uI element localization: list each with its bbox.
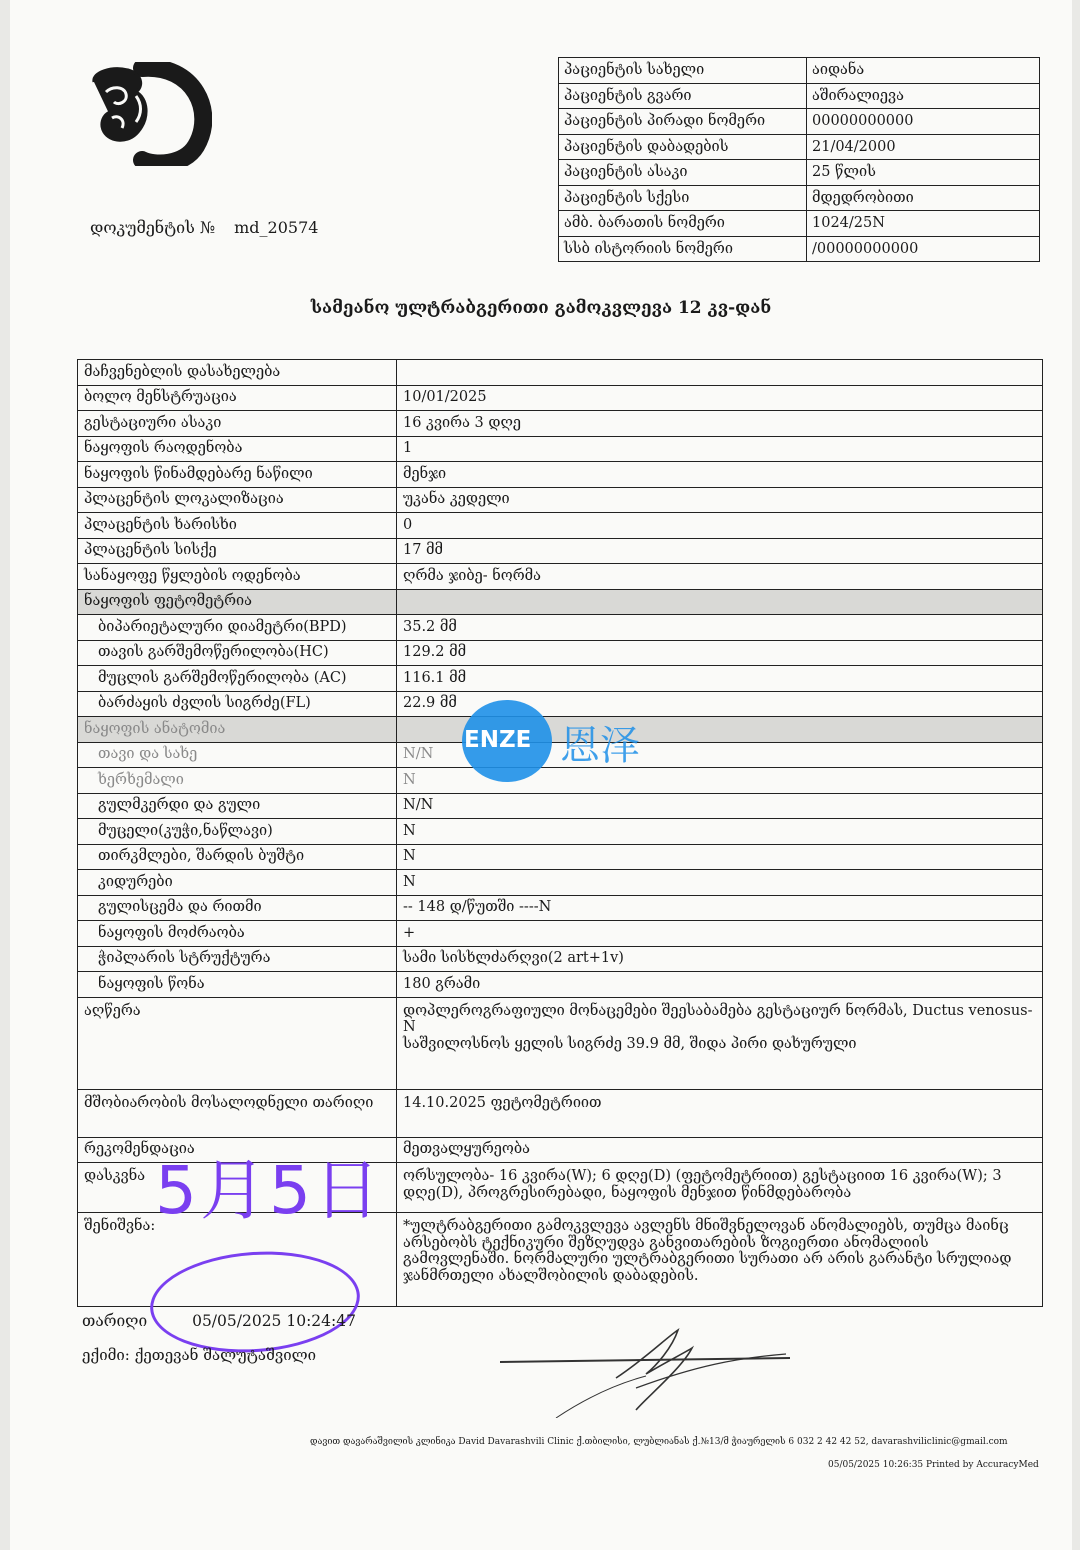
exam-label: ბარძაყის ძვლის სიგრძე(FL) — [78, 691, 397, 717]
exam-row-fetal-movement — [78, 921, 1043, 947]
doctor-signature — [496, 1318, 796, 1418]
watermark-chinese: 恩泽 — [560, 723, 640, 769]
exam-row-placenta-thickness — [78, 538, 1043, 564]
exam-label: აღწერა — [78, 997, 397, 1089]
exam-value: 129.2 მმ — [397, 640, 1043, 666]
exam-label: მშობიარობის მოსალოდნელი თარიღი — [78, 1089, 397, 1137]
patient-info-label: ამბ. ბარათის ნომერი — [559, 211, 807, 237]
exam-value: 116.1 მმ — [397, 666, 1043, 692]
document-number-label: დოკუმენტის № — [90, 218, 216, 237]
exam-row-description — [78, 997, 1043, 1089]
exam-row-fetus-count — [78, 436, 1043, 462]
exam-value: 17 მმ — [397, 538, 1043, 564]
exam-label: გესტაციური ასაკი — [78, 411, 397, 437]
exam-row-placenta-grade — [78, 513, 1043, 539]
exam-label: პლაცენტის ლოკალიზაცია — [78, 487, 397, 513]
exam-value: 10/01/2025 — [397, 385, 1043, 411]
patient-info-label: პაციენტის სახელი — [559, 58, 807, 84]
exam-row-heart-rate — [78, 895, 1043, 921]
exam-value — [397, 589, 1043, 615]
exam-label: თავი და სახე — [78, 742, 397, 768]
patient-info-value: 1024/25N — [807, 211, 1040, 237]
exam-row-gestational-age — [78, 411, 1043, 437]
description-line: საშვილოსნოს ყელის სიგრძე 39.9 მმ, შიდა პირი დახურული — [403, 1035, 857, 1052]
exam-value: 22.9 მმ — [397, 691, 1043, 717]
exam-label: მუცელი(კუჭი,ნაწლავი) — [78, 819, 397, 845]
patient-info-label: პაციენტის დაბადების — [559, 134, 807, 160]
exam-value: მენჯი — [397, 462, 1043, 488]
exam-row-presenting-part — [78, 462, 1043, 488]
exam-label: პლაცენტის ხარისხი — [78, 513, 397, 539]
patient-info-row — [559, 58, 1040, 84]
exam-value: -- 148 დ/წუთში ----N — [397, 895, 1043, 921]
date-value: 05/05/2025 10:24:47 — [192, 1312, 356, 1330]
exam-value: 16 კვირა 3 დღე — [397, 411, 1043, 437]
patient-info-row — [559, 236, 1040, 262]
exam-row-cord-structure — [78, 946, 1043, 972]
exam-row-indicator-name — [78, 360, 1043, 386]
exam-value: 14.10.2025 ფეტომეტრიით — [397, 1089, 1043, 1137]
handwritten-annotation: 5月5日 — [155, 1152, 383, 1229]
patient-info-value: აიდანა — [807, 58, 1040, 84]
exam-label: გულმკერდი და გული — [78, 793, 397, 819]
enze-watermark — [462, 700, 682, 782]
patient-info-value: 21/04/2000 — [807, 134, 1040, 160]
footer-printed: 05/05/2025 10:26:35 Printed by AccuracyMed — [828, 1460, 1039, 1470]
exam-value — [397, 997, 1043, 1089]
exam-value: *ულტრაბგერითი გამოკვლევა ავლენს მნიშვნელოვან ანომალიებს, თუმცა მაინც არსებობს ტექნიკური შეზღუდვა განვითარების ზოგიერთი ანომალიის გამოვლენაში. ნორმალური ულტრაბგერითი სურათი არ არის გარანტი სრულიად ჯანმრთელი ახალშობილის დაბადების. — [397, 1213, 1043, 1307]
exam-label: რეკომენდაცია — [78, 1137, 397, 1163]
patient-info-row — [559, 109, 1040, 135]
patient-info-label: პაციენტის პირადი ნომერი — [559, 109, 807, 135]
patient-info-table — [558, 57, 1040, 262]
clinic-logo — [84, 62, 212, 166]
patient-info-label: პაციენტის სქესი — [559, 185, 807, 211]
exam-label: სანაყოფე წყლების ოდენობა — [78, 564, 397, 590]
patient-info-value: აშირალიევა — [807, 83, 1040, 109]
exam-label: ნაყოფის რაოდენობა — [78, 436, 397, 462]
exam-value: 180 გრამი — [397, 972, 1043, 998]
exam-label: ნაყოფის ანატომია — [78, 717, 397, 743]
exam-value: 1 — [397, 436, 1043, 462]
patient-info-row — [559, 134, 1040, 160]
exam-value: 35.2 მმ — [397, 615, 1043, 641]
exam-row-last-menstruation — [78, 385, 1043, 411]
exam-value: მეთვალყურეობა — [397, 1137, 1043, 1163]
exam-label: პლაცენტის სისქე — [78, 538, 397, 564]
exam-label: მუცლის გარშემოწერილობა (AC) — [78, 666, 397, 692]
exam-row-bpd — [78, 615, 1043, 641]
exam-label: ჭიპლარის სტრუქტურა — [78, 946, 397, 972]
exam-value: + — [397, 921, 1043, 947]
exam-value: N — [397, 768, 1043, 794]
document-number — [90, 218, 318, 237]
report-date — [82, 1312, 356, 1330]
exam-row-fetal-weight — [78, 972, 1043, 998]
doctor-name: ქეთევან შალუტაშვილი — [134, 1346, 317, 1364]
patient-info-value: მდედრობითი — [807, 185, 1040, 211]
exam-label: ნაყოფის წინამდებარე ნაწილი — [78, 462, 397, 488]
footer-address: დავით დავარაშვილის კლინიკა David Davarashvili Clinic ქ.თბილისი, ლუბლიანას ქ.№13/მ ჭიაურელის 6 032 2 42 42 52, davarashviliclinic@gmail.com — [310, 1437, 1008, 1447]
exam-label: ნაყოფის წონა — [78, 972, 397, 998]
document-title: სამეანო ულტრაბგერითი გამოკვლევა 12 კვ-დან — [310, 298, 772, 318]
exam-label: კიდურები — [78, 870, 397, 896]
exam-value: N — [397, 844, 1043, 870]
patient-info-row — [559, 83, 1040, 109]
exam-label: ნაყოფის მოძრაობა — [78, 921, 397, 947]
exam-value — [397, 360, 1043, 386]
exam-label: მაჩვენებლის დასახელება — [78, 360, 397, 386]
exam-label: გულისცემა და რითმი — [78, 895, 397, 921]
doctor-label: ექიმი: — [82, 1346, 130, 1364]
exam-value: N — [397, 870, 1043, 896]
exam-row-amniotic-fluid — [78, 564, 1043, 590]
exam-row-abdomen — [78, 819, 1043, 845]
exam-label: შენიშვნა: — [78, 1213, 397, 1307]
exam-label: ბიპარიეტალური დიამეტრი(BPD) — [78, 615, 397, 641]
exam-value: N/N — [397, 742, 1043, 768]
patient-info-value: 00000000000 — [807, 109, 1040, 135]
patient-info-label: სსბ ისტორიის ნომერი — [559, 236, 807, 262]
exam-label: ნაყოფის ფეტომეტრია — [78, 589, 397, 615]
exam-row-ac — [78, 666, 1043, 692]
exam-row-kidneys — [78, 844, 1043, 870]
patient-info-label: პაციენტის ასაკი — [559, 160, 807, 186]
exam-value: ორსულობა- 16 კვირა(W); 6 დღე(D) (ფეტომეტრიით) გესტაციით 16 კვირა(W); 3 დღე(D), პროგრესირებადი, ნაყოფის მენჯით წინმდებარობა — [397, 1163, 1043, 1213]
exam-row-fetometry-section — [78, 589, 1043, 615]
patient-info-row — [559, 160, 1040, 186]
exam-label: ხერხემალი — [78, 768, 397, 794]
exam-value: სამი სისხლძარღვი(2 art+1v) — [397, 946, 1043, 972]
doctor-line — [82, 1346, 316, 1364]
exam-row-hc — [78, 640, 1043, 666]
patient-info-value: /00000000000 — [807, 236, 1040, 262]
patient-info-row — [559, 211, 1040, 237]
exam-value: N/N — [397, 793, 1043, 819]
patient-info-row — [559, 185, 1040, 211]
exam-label: ბოლო მენსტრუაცია — [78, 385, 397, 411]
exam-label: თავის გარშემოწერილობა(HC) — [78, 640, 397, 666]
watermark-latin: ENZE — [464, 727, 532, 753]
exam-label: თირკმლები, შარდის ბუშტი — [78, 844, 397, 870]
exam-value: ღრმა ჯიბე- ნორმა — [397, 564, 1043, 590]
date-label: თარიღი — [82, 1312, 148, 1330]
exam-row-chest-heart — [78, 793, 1043, 819]
exam-row-limbs — [78, 870, 1043, 896]
description-line: დოპლეროგრაფიული მონაცემები შეესაბამება გესტაციურ ნორმას, Ductus venosus-N — [403, 1002, 1033, 1036]
patient-info-value: 25 წლის — [807, 160, 1040, 186]
exam-value: N — [397, 819, 1043, 845]
patient-info-label: პაციენტის გვარი — [559, 83, 807, 109]
document-number-value: md_20574 — [234, 218, 319, 237]
document-page — [10, 0, 1072, 1550]
exam-value: უკანა კედელი — [397, 487, 1043, 513]
exam-row-due-date — [78, 1089, 1043, 1137]
exam-row-placenta-location — [78, 487, 1043, 513]
exam-value: 0 — [397, 513, 1043, 539]
exam-label: დასკვნა — [78, 1163, 397, 1213]
